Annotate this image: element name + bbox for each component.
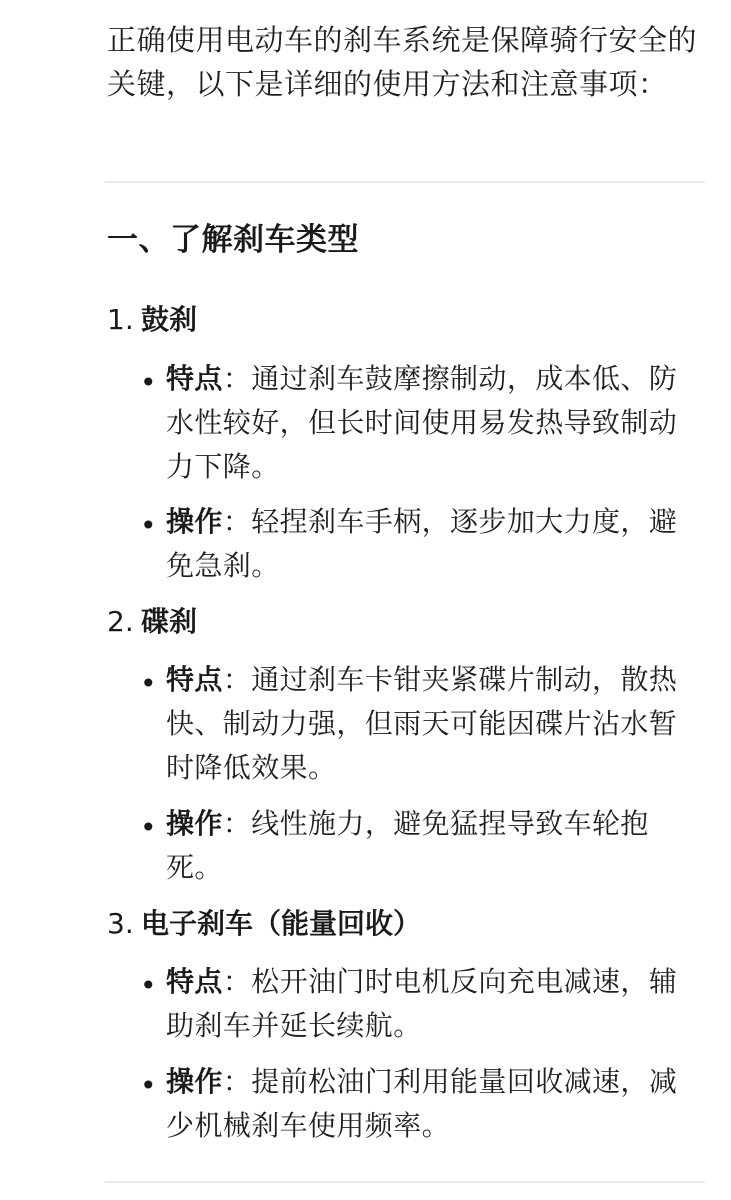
bullet-label: 操作	[166, 1065, 223, 1098]
bullet-text: 通过刹车鼓摩擦制动，成本低、防水性较好，但长时间使用易发热导致制动力下降。	[166, 362, 678, 483]
bullet-item: • 操作：轻捏刹车手柄，逐步加大力度，避免急刹。	[140, 505, 678, 582]
bullet-label: 特点	[166, 965, 223, 998]
list-item-name: 鼓刹	[141, 303, 198, 336]
bullet-label: 特点	[166, 362, 223, 395]
bullet-item: • 特点：松开油门时电机反向充电减速，辅助刹车并延长续航。	[140, 965, 678, 1042]
divider-bottom	[105, 1181, 705, 1183]
bullet-dot-icon: •	[140, 1069, 157, 1102]
list-item-name: 电子刹车（能量回收）	[141, 907, 422, 940]
list-item-number: 1.	[107, 303, 134, 336]
list-item-title-2	[107, 602, 197, 642]
bullet-label: 操作	[166, 807, 223, 840]
bullet-text: 松开油门时电机反向充电减速，辅助刹车并延长续航。	[166, 965, 678, 1042]
section-title: 一、了解刹车类型	[107, 222, 359, 258]
list-item-number: 2.	[107, 605, 134, 638]
bullet-text: 轻捏刹车手柄，逐步加大力度，避免急刹。	[166, 505, 678, 582]
list-item-title-3	[107, 904, 421, 944]
bullet-label: 操作	[166, 505, 223, 538]
bullet-dot-icon: •	[140, 509, 157, 542]
bullet-dot-icon: •	[140, 667, 157, 700]
bullet-item: • 操作：提前松油门利用能量回收减速，减少机械刹车使用频率。	[140, 1065, 678, 1142]
bullet-item: • 操作：线性施力，避免猛捏导致车轮抱死。	[140, 807, 649, 884]
bullet-dot-icon: •	[140, 811, 157, 844]
list-item-number: 3.	[107, 907, 134, 940]
bullet-text: 提前松油门利用能量回收减速，减少机械刹车使用频率。	[166, 1065, 678, 1142]
bullet-text: 通过刹车卡钳夹紧碟片制动，散热快、制动力强，但雨天可能因碟片沾水暂时降低效果。	[166, 663, 678, 784]
list-item-title-1	[107, 300, 197, 340]
bullet-label: 特点	[166, 663, 223, 696]
bullet-item: • 特点：通过刹车鼓摩擦制动，成本低、防水性较好，但长时间使用易发热导致制动力下降。	[140, 362, 678, 483]
intro-paragraph: 正确使用电动车的刹车系统是保障骑行安全的关键，以下是详细的使用方法和注意事项：	[107, 23, 698, 101]
bullet-dot-icon: •	[140, 969, 157, 1002]
list-item-name: 碟刹	[141, 605, 198, 638]
bullet-text: 线性施力，避免猛捏导致车轮抱死。	[166, 807, 649, 884]
divider-top	[105, 181, 705, 183]
bullet-dot-icon: •	[140, 366, 157, 399]
bullet-item: • 特点：通过刹车卡钳夹紧碟片制动，散热快、制动力强，但雨天可能因碟片沾水暂时降低效果。	[140, 663, 678, 784]
